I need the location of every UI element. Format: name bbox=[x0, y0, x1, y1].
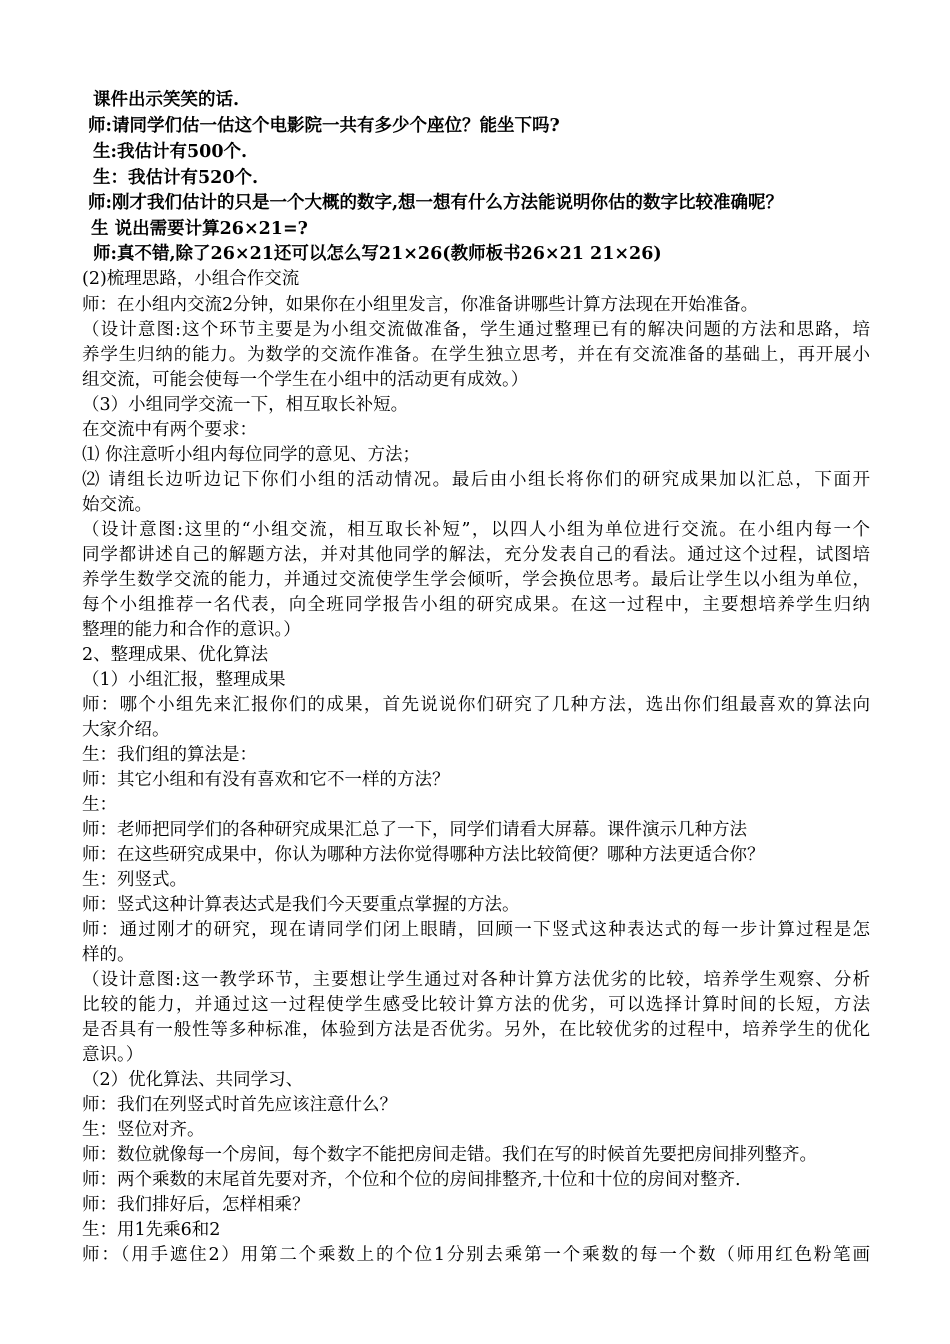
text-line: 师：在小组内交流2分钟，如果你在小组里发言，你准备讲哪些计算方法现在开始准备。 bbox=[82, 295, 759, 315]
section-heading: （3）小组同学交流一下，相互取长补短。 bbox=[82, 395, 409, 415]
text-line: 同学都讲述自己的解题方法，并对其他同学的解法，充分发表自己的看法。通过这个过程，试图培 bbox=[82, 545, 870, 565]
text-line: 养学生归纳的能力。为数学的交流作准备。在学生独立思考，并在有交流准备的基础上，再开展小 bbox=[82, 345, 870, 365]
text-line: 生：竖位对齐。 bbox=[82, 1120, 205, 1140]
text-line: 师：我们在列竖式时首先应该注意什么？ bbox=[82, 1095, 397, 1115]
text-line: 生:我估计有500个. bbox=[93, 142, 248, 162]
text-line: 师：通过刚才的研究，现在请同学们闭上眼睛，回顾一下竖式这种表达式的每一步计算过程是怎 bbox=[82, 920, 870, 940]
text-line: 意识。） bbox=[82, 1045, 144, 1065]
section-heading: （2）优化算法、共同学习、 bbox=[82, 1070, 304, 1090]
text-line: 始交流。 bbox=[82, 495, 152, 515]
text-line: 生：我估计有520个. bbox=[93, 168, 259, 188]
text-line: 师：其它小组和有没有喜欢和它不一样的方法？ bbox=[82, 770, 450, 790]
text-line: 师:请同学们估一估这个电影院一共有多少个座位？能坐下吗? bbox=[88, 116, 560, 136]
text-line: 师：竖式这种计算表达式是我们今天要重点掌握的方法。 bbox=[82, 895, 520, 915]
list-item: ⑵ 请组长边听边记下你们小组的活动情况。最后由小组长将你们的研究成果加以汇总，下面开 bbox=[82, 470, 870, 490]
text-line: 生 说出需要计算26×21=? bbox=[91, 219, 308, 239]
text-line: 大家介绍。 bbox=[82, 720, 170, 740]
text-line: 师：哪个小组先来汇报你们的成果，首先说说你们研究了几种方法，选出你们组最喜欢的算法向 bbox=[82, 695, 870, 715]
section-heading: (2)梳理思路，小组合作交流 bbox=[82, 269, 300, 289]
text-line: 是否具有一般性等多种标准，体验到方法是否优劣。另外，在比较优劣的过程中，培养学生的优化 bbox=[82, 1020, 870, 1040]
text-line: 课件出示笑笑的话. bbox=[93, 90, 240, 110]
text-line: 师:真不错,除了26×21还可以怎么写21×26(教师板书26×21 21×26) bbox=[93, 244, 662, 264]
text-line: 比较的能力，并通过这一过程使学生感受比较计算方法的优劣，可以选择计算时间的长短，方法 bbox=[82, 995, 870, 1015]
section-heading: 2、整理成果、优化算法 bbox=[82, 645, 269, 665]
section-heading: （1）小组汇报，整理成果 bbox=[82, 670, 286, 690]
text-line: 整理的能力和合作的意识。） bbox=[82, 620, 301, 640]
text-line: 在交流中有两个要求： bbox=[82, 420, 257, 440]
text-line: 生：我们组的算法是： bbox=[82, 745, 257, 765]
text-line: 师：在这些研究成果中，你认为哪种方法你觉得哪种方法比较简便？哪种方法更适合你？ bbox=[82, 845, 765, 865]
text-line: （设计意图:这里的“小组交流，相互取长补短”，以四人小组为单位进行交流。在小组内每一个 bbox=[82, 520, 870, 540]
text-line: 样的。 bbox=[82, 945, 135, 965]
text-line: 生：用1先乘6和2 bbox=[82, 1220, 221, 1240]
text-line: 师:刚才我们估计的只是一个大概的数字,想一想有什么方法能说明你估的数字比较准确呢？ bbox=[88, 193, 784, 213]
text-line: （设计意图:这一教学环节，主要想让学生通过对各种计算方法优劣的比较，培养学生观察、分析 bbox=[82, 970, 870, 990]
text-line: 师：两个乘数的末尾首先要对齐，个位和个位的房间排整齐,十位和十位的房间对整齐. bbox=[82, 1170, 741, 1190]
text-line: 生：列竖式。 bbox=[82, 870, 187, 890]
text-line: 师：老师把同学们的各种研究成果汇总了一下，同学们请看大屏幕。课件演示几种方法 bbox=[82, 820, 747, 840]
text-line: 每个小组推荐一名代表，向全班同学报告小组的研究成果。在这一过程中，主要想培养学生归纳 bbox=[82, 595, 870, 615]
text-line: 组交流，可能会使每一个学生在小组中的活动更有成效。） bbox=[82, 370, 529, 390]
text-line: 养学生数学交流的能力，并通过交流使学生学会倾听，学会换位思考。最后让学生以小组为单位， bbox=[82, 570, 870, 590]
text-line: 生： bbox=[82, 795, 117, 815]
list-item: ⑴ 你注意听小组内每位同学的意见、方法； bbox=[82, 445, 421, 465]
text-line: 师：（用手遮住2）用第二个乘数上的个位1分别去乘第一个乘数的每一个数（师用红色粉笔画 bbox=[82, 1245, 870, 1265]
text-line: （设计意图:这个环节主要是为小组交流做准备，学生通过整理已有的解决问题的方法和思路，培 bbox=[82, 320, 870, 340]
text-line: 师：我们排好后，怎样相乘？ bbox=[82, 1195, 310, 1215]
text-line: 师：数位就像每一个房间，每个数字不能把房间走错。我们在写的时候首先要把房间排列整齐。 bbox=[82, 1145, 817, 1165]
